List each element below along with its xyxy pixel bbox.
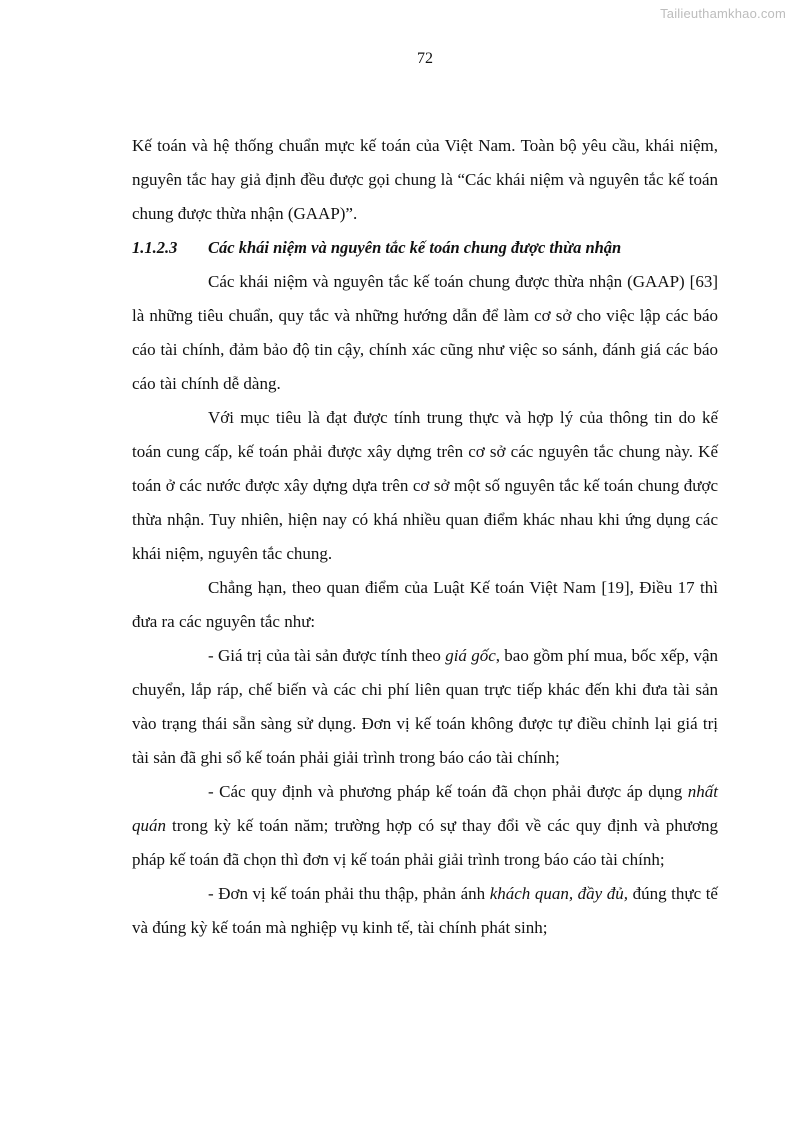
paragraph-gaap-definition: Các khái niệm và nguyên tắc kế toán chung được thừa nhận (GAAP) [63] là những tiêu chuẩn, quy tắc và những hướng dẫn để làm cơ sở cho việc lập các báo cáo tài chính, đảm bảo độ tin cậy, chính xác cũng như việc so sánh, đánh giá các báo cáo tài chính dễ dàng.	[132, 272, 718, 393]
bullet-text: - Giá trị của tài sản được tính theo	[208, 646, 446, 665]
paragraph-objectives: Với mục tiêu là đạt được tính trung thực và hợp lý của thông tin do kế toán cung cấp, kế toán phải được xây dựng trên cơ sở các nguyên tắc chung này. Kế toán ở các nước được xây dựng dựa trên cơ sở một số nguyên tắc kế toán chung được thừa nhận. Tuy nhiên, hiện nay có khá nhiều quan điểm khác nhau khi ứng dụng các khái niệm, nguyên tắc chung.	[132, 408, 718, 563]
bullet-text: đúng thực tế và đúng kỳ kế toán mà nghiệp vụ kinh tế, tài chính phát sinh;	[132, 884, 718, 937]
bullet-text: , bao gồm phí mua, bốc xếp, vận chuyển, lắp ráp, chế biến và các chi phí liên quan trực tiếp khác đến khi đưa tài sản vào trạng thái sẵn sàng sử dụng. Đơn vị kế toán không được tự điều chỉnh lại giá trị tài sản đã ghi sổ kế toán phải giải trình trong báo cáo tài chính;	[132, 646, 718, 767]
document-body	[132, 129, 718, 945]
bullet-historical-cost	[132, 639, 718, 775]
bullet-emphasis: giá gốc	[445, 646, 496, 665]
bullet-text: trong kỳ kế toán năm; trường hợp có sự thay đổi về các quy định và phương pháp kế toán đã chọn thì đơn vị kế toán phải giải trình trong báo cáo tài chính;	[132, 816, 718, 869]
watermark-text: Tailieuthamkhao.com	[660, 6, 786, 21]
paragraph-accounting-law: Chẳng hạn, theo quan điểm của Luật Kế toán Việt Nam [19], Điều 17 thì đưa ra các nguyên tắc như:	[132, 578, 718, 631]
bullet-text: - Các quy định và phương pháp kế toán đã chọn phải được áp dụng	[208, 782, 688, 801]
bullet-objectivity	[132, 877, 718, 945]
section-title: Các khái niệm và nguyên tắc kế toán chung được thừa nhận	[208, 238, 622, 257]
bullet-text: - Đơn vị kế toán phải thu thập, phản ánh	[208, 884, 490, 903]
section-number: 1.1.2.3	[132, 238, 178, 257]
bullet-emphasis: khách quan, đầy đủ,	[489, 884, 629, 903]
bullet-emphasis: nhất quán	[132, 782, 718, 835]
intro-paragraph: Kế toán và hệ thống chuẩn mực kế toán của Việt Nam. Toàn bộ yêu cầu, khái niệm, nguyên tắc hay giả định đều được gọi chung là “Các khái niệm và nguyên tắc kế toán chung được thừa nhận (GAAP)”.	[132, 136, 718, 223]
bullet-consistency	[132, 775, 718, 877]
page-number: 72	[417, 50, 433, 67]
section-heading	[132, 231, 718, 265]
